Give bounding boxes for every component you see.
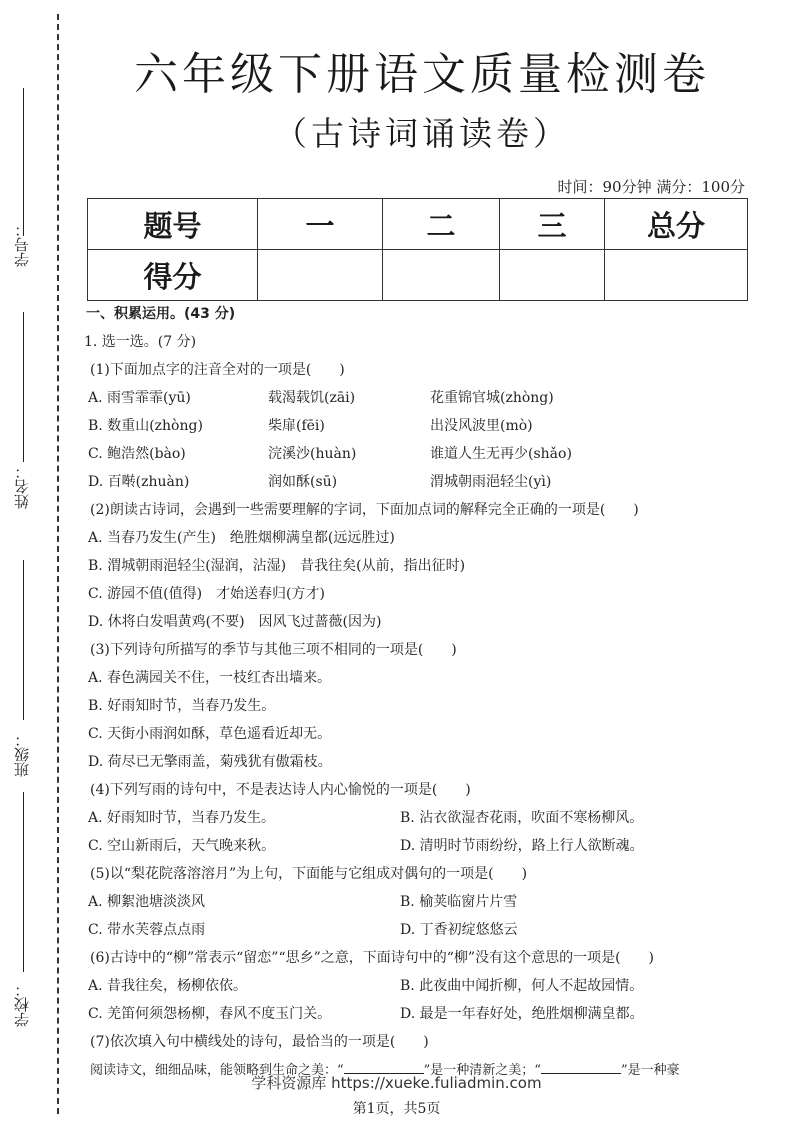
score-row-label: 得分: [88, 250, 258, 301]
option-cell: B. 榆荚临窗片片雪: [400, 894, 518, 910]
score-cell[interactable]: [258, 250, 383, 301]
option-line: B. 好雨知时节，当春乃发生。: [88, 698, 276, 714]
class-line[interactable]: [23, 560, 24, 720]
question-stem: (7)依次填入句中横线处的诗句，最恰当的一项是( ): [90, 1034, 429, 1050]
score-header-cell: 题号: [88, 199, 258, 250]
option-cell: D. 百啭(zhuàn): [88, 474, 190, 490]
question-title: 1. 选一选。(7 分): [84, 334, 197, 350]
name-label: 姓名：: [13, 464, 31, 510]
question-stem: (1)下面加点字的注音全对的一项是( ): [90, 362, 345, 378]
score-cell[interactable]: [383, 250, 500, 301]
cut-line: [57, 14, 59, 1114]
option-line: B. 渭城朝雨浥轻尘(湿润，沾湿) 昔我往矣(从前，指出征时): [88, 558, 466, 574]
question-stem: (6)古诗中的“柳”常表示“留恋”“思乡”之意，下面诗句中的“柳”没有这个意思的一项是( ): [90, 950, 655, 966]
question-stem: (4)下列写雨的诗句中，不是表达诗人内心愉悦的一项是( ): [90, 782, 471, 798]
option-line: D. 荷尽已无擎雨盖，菊残犹有傲霜枝。: [88, 754, 332, 770]
option-cell: 柴扉(fēi): [268, 418, 325, 434]
score-header-cell: 二: [383, 199, 500, 250]
option-line: C. 游园不值(值得) 才始送春归(方才): [88, 586, 325, 602]
page-number: 第1页，共5页: [352, 1101, 441, 1117]
option-cell: B. 此夜曲中闻折柳，何人不起故园情。: [400, 978, 644, 994]
option-cell: 渭城朝雨浥轻尘(yì): [430, 474, 552, 490]
option-cell: D. 最是一年春好处，绝胜烟柳满皇都。: [400, 1006, 644, 1022]
option-cell: B. 数重山(zhòng): [88, 418, 203, 434]
question-stem: (5)以“梨花院落溶溶月”为上句，下面能与它组成对偶句的一项是( ): [90, 866, 528, 882]
option-cell: C. 空山新雨后，天气晚来秋。: [88, 838, 276, 854]
school-line[interactable]: [23, 792, 24, 972]
score-table-score-row: [88, 250, 748, 301]
student-id-label: 学号：: [13, 222, 31, 268]
passage-text: ”是一种豪: [620, 1063, 680, 1078]
exam-subtitle: （古诗词诵读卷）: [274, 114, 570, 153]
option-cell: B. 沾衣欲湿杏花雨，吹面不寒杨柳风。: [400, 810, 644, 826]
question-stem: (3)下列诗句所描写的季节与其他三项不相同的一项是( ): [90, 642, 457, 658]
watermark: 学科资源库 https://xueke.fuliadmin.com: [251, 1074, 542, 1092]
option-cell: A. 昔我往矣，杨柳依依。: [88, 978, 248, 994]
option-line: D. 休将白发唱黄鸡(不要) 因风飞过蔷薇(因为): [88, 614, 382, 630]
score-cell[interactable]: [605, 250, 748, 301]
section-title: 一、积累运用。(43 分): [86, 306, 236, 322]
exam-title: 六年级下册语文质量检测卷: [134, 49, 710, 100]
binding-strip: [0, 0, 80, 1122]
score-table-header-row: [88, 199, 748, 250]
student-id-line[interactable]: [23, 88, 24, 236]
score-table: [87, 198, 748, 301]
option-cell: C. 鲍浩然(bào): [88, 446, 186, 462]
option-cell: D. 清明时节雨纷纷，路上行人欲断魂。: [400, 838, 644, 854]
passage-text: ”是一种清新之美；“: [423, 1063, 541, 1078]
question-stem: (2)朗读古诗词，会遇到一些需要理解的字词，下面加点词的解释完全正确的一项是( ): [90, 502, 639, 518]
passage-text: 阅读诗文，细细品味，能领略到生命之美：“: [90, 1063, 344, 1078]
option-cell: 花重锦官城(zhòng): [430, 390, 554, 406]
class-label: 班级：: [13, 732, 31, 778]
name-line[interactable]: [23, 312, 24, 462]
score-cell[interactable]: [500, 250, 605, 301]
option-cell: 浣溪沙(huàn): [268, 446, 357, 462]
option-line: A. 当春乃发生(产生) 绝胜烟柳满皇都(远远胜过): [88, 530, 395, 546]
option-line: C. 天街小雨润如酥，草色遥看近却无。: [88, 726, 332, 742]
option-cell: C. 羌笛何须怨杨柳，春风不度玉门关。: [88, 1006, 332, 1022]
option-cell: D. 丁香初绽悠悠云: [400, 922, 518, 938]
score-header-cell: 总分: [605, 199, 748, 250]
option-cell: A. 雨雪霏霏(yū): [88, 390, 191, 406]
score-header-cell: 一: [258, 199, 383, 250]
exam-meta: 时间：90分钟 满分：100分: [557, 178, 745, 196]
option-cell: A. 好雨知时节，当春乃发生。: [88, 810, 276, 826]
option-cell: 谁道人生无再少(shǎo): [430, 446, 572, 462]
score-header-cell: 三: [500, 199, 605, 250]
option-cell: 润如酥(sū): [268, 474, 338, 490]
option-cell: C. 带水芙蓉点点雨: [88, 922, 206, 938]
option-cell: 载渴载饥(zāi): [268, 390, 356, 406]
option-line: A. 春色满园关不住，一枝红杏出墙来。: [88, 670, 332, 686]
option-cell: 出没风波里(mò): [430, 418, 533, 434]
school-label: 学校：: [13, 982, 31, 1028]
option-cell: A. 柳絮池塘淡淡风: [88, 894, 206, 910]
